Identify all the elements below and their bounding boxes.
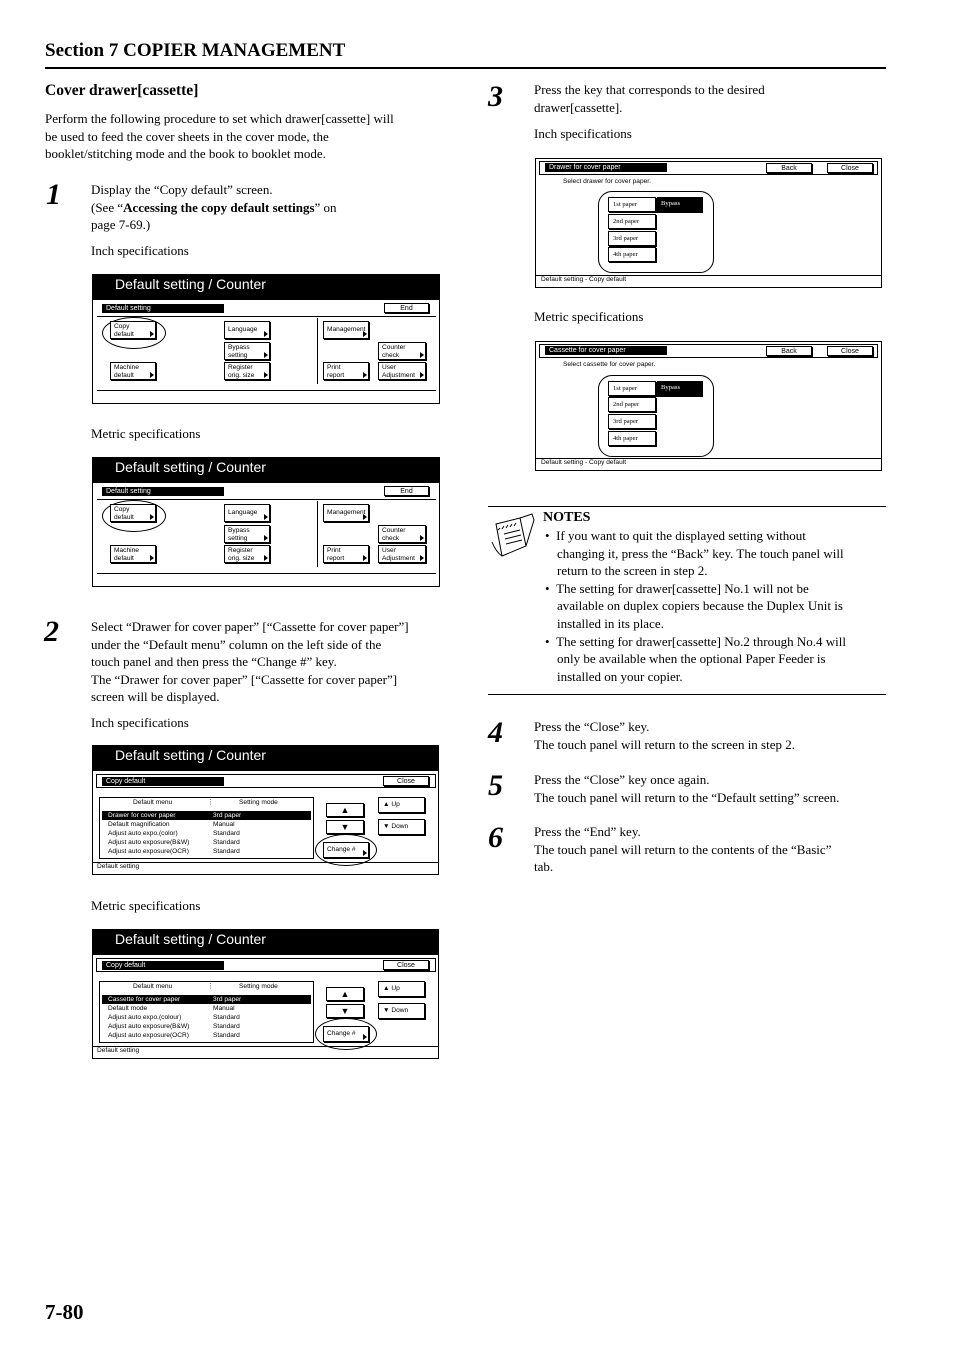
change-number-button[interactable]: Change # bbox=[323, 1026, 369, 1042]
close-button[interactable]: Close bbox=[383, 776, 429, 786]
paper-1st-button[interactable]: 1st paper bbox=[608, 381, 656, 396]
down-button[interactable]: ▼ Down bbox=[378, 1003, 425, 1019]
table-row[interactable]: Drawer for cover paper 3rd paper bbox=[102, 811, 311, 820]
user-adjustment-button[interactable]: User Adjustment bbox=[378, 545, 426, 563]
step-line: The touch panel will return to the contents of the “Basic” bbox=[534, 841, 832, 857]
footer-label: Default setting bbox=[97, 1047, 140, 1054]
header-rule bbox=[45, 67, 886, 69]
paper-4th-button[interactable]: 4th paper bbox=[608, 247, 656, 262]
intro-line: be used to feed the cover sheets in the cover mode, the bbox=[45, 128, 329, 144]
step-3-text bbox=[534, 81, 884, 116]
panel-header: Default setting / Counter bbox=[92, 457, 440, 482]
prompt-text: Select drawer for cover paper. bbox=[563, 178, 651, 185]
footer-label: Default setting bbox=[97, 863, 140, 870]
register-orig-size-button[interactable]: Register orig. size bbox=[224, 545, 270, 563]
paper-3rd-button[interactable]: 3rd paper bbox=[608, 414, 656, 429]
panel-header: Default setting / Counter bbox=[92, 929, 439, 954]
panel-header: Default setting / Counter bbox=[92, 745, 439, 770]
divider bbox=[317, 501, 318, 567]
machine-default-button[interactable]: Machine default bbox=[110, 362, 156, 380]
notes-top-rule bbox=[488, 506, 886, 507]
copy-default-button[interactable]: Copy default bbox=[110, 504, 156, 522]
bypass-button[interactable]: Bypass bbox=[657, 381, 703, 397]
notepad-icon bbox=[490, 512, 536, 562]
step-line: screen will be displayed. bbox=[91, 689, 220, 705]
paper-3rd-button[interactable]: 3rd paper bbox=[608, 231, 656, 246]
divider bbox=[97, 390, 436, 391]
step-line: touch panel and then press the “Change #” key. bbox=[91, 654, 337, 670]
paper-2nd-button[interactable]: 2nd paper bbox=[608, 397, 656, 412]
cassette-for-cover-paper-panel bbox=[535, 341, 882, 471]
note-item: • The setting for drawer[cassette] No.1 will not be available on duplex copiers because the Duplex Unit is installed in its place. bbox=[545, 580, 843, 631]
paper-4th-button[interactable]: 4th paper bbox=[608, 431, 656, 446]
panel-title-bar: Default setting bbox=[102, 304, 224, 313]
table-row[interactable]: Default magnification Manual bbox=[108, 821, 235, 828]
step-line: Display the “Copy default” screen. bbox=[91, 182, 273, 197]
divider bbox=[97, 316, 436, 317]
table-row[interactable]: Adjust auto exposure(OCR) Standard bbox=[108, 1032, 240, 1039]
spec-label: Metric specifications bbox=[534, 309, 644, 324]
table-row[interactable]: Adjust auto exposure(B&W) Standard bbox=[108, 839, 240, 846]
step-number: 3 bbox=[488, 80, 503, 113]
management-button[interactable]: Management bbox=[323, 504, 369, 522]
table-row[interactable]: Cassette for cover paper 3rd paper bbox=[102, 995, 311, 1004]
step-line: Select “Drawer for cover paper” [“Cassette for cover paper”] bbox=[91, 619, 409, 634]
end-button[interactable]: End bbox=[384, 303, 429, 313]
note-item: • If you want to quit the displayed setting without changing it, press the “Back” key. The touch panel will return to the screen in step 2. bbox=[545, 528, 844, 579]
close-button[interactable]: Close bbox=[383, 960, 429, 970]
close-button[interactable]: Close bbox=[827, 346, 873, 356]
language-button[interactable]: Language bbox=[224, 321, 270, 339]
panel-body bbox=[92, 954, 439, 1059]
notes-bottom-rule bbox=[488, 694, 886, 695]
step-line: Press the “Close” key. bbox=[534, 719, 650, 734]
bypass-setting-button[interactable]: Bypass setting bbox=[224, 525, 270, 543]
column-header: Setting mode bbox=[239, 799, 278, 806]
scroll-up-arrow-button[interactable]: ▲ bbox=[326, 987, 364, 1001]
step-number: 2 bbox=[44, 615, 59, 648]
copy-default-panel-inch bbox=[92, 745, 439, 875]
spec-label: Inch specifications bbox=[534, 126, 632, 141]
down-button[interactable]: ▼ Down bbox=[378, 819, 425, 835]
management-button[interactable]: Management bbox=[323, 321, 369, 339]
machine-default-button[interactable]: Machine default bbox=[110, 545, 156, 563]
column-separator: ⋮ bbox=[207, 799, 214, 806]
intro-line: Perform the following procedure to set which drawer[cassette] will bbox=[45, 111, 394, 126]
default-setting-panel-inch bbox=[92, 274, 440, 404]
scroll-up-arrow-button[interactable]: ▲ bbox=[326, 803, 364, 817]
table-row[interactable]: Adjust auto expo.(color) Standard bbox=[108, 830, 240, 837]
panel-title-bar: Copy default bbox=[102, 777, 224, 786]
column-header: Default menu bbox=[133, 983, 173, 990]
divider bbox=[93, 862, 438, 863]
scroll-down-arrow-button[interactable]: ▼ bbox=[326, 820, 364, 834]
divider bbox=[317, 318, 318, 384]
user-adjustment-button[interactable]: User Adjustment bbox=[378, 362, 426, 380]
note-item: • The setting for drawer[cassette] No.2 through No.4 will only be available when the optional Paper Feeder is installed on your copier. bbox=[545, 633, 846, 684]
step-5-text bbox=[534, 771, 894, 806]
column-header: Setting mode bbox=[239, 983, 278, 990]
step-line: page 7-69.) bbox=[91, 217, 151, 233]
scroll-down-arrow-button[interactable]: ▼ bbox=[326, 1004, 364, 1018]
step-line: The touch panel will return to the “Default setting” screen. bbox=[534, 789, 840, 805]
step-4-text bbox=[534, 718, 886, 753]
notes-list bbox=[543, 527, 888, 685]
step-number: 5 bbox=[488, 769, 503, 802]
footer-label: Default setting - Copy default bbox=[541, 459, 627, 466]
step-line: The “Drawer for cover paper” [“Cassette for cover paper”] bbox=[91, 671, 398, 687]
panel-title-bar: Default setting bbox=[102, 487, 224, 496]
footer-label: Default setting - Copy default bbox=[541, 276, 627, 283]
paper-1st-button[interactable]: 1st paper bbox=[608, 197, 656, 212]
page-heading: Cover drawer[cassette] bbox=[45, 82, 199, 99]
step-line: under the “Default menu” column on the left side of the bbox=[91, 636, 382, 652]
end-button[interactable]: End bbox=[384, 486, 429, 496]
copy-default-panel-metric bbox=[92, 929, 439, 1059]
panel-body bbox=[92, 770, 439, 875]
step-line: Press the key that corresponds to the desired bbox=[534, 82, 765, 97]
step-1-text bbox=[91, 181, 451, 234]
prompt-text: Select cassette for cover paper. bbox=[563, 361, 656, 368]
step-line: Press the “Close” key once again. bbox=[534, 772, 710, 787]
drawer-for-cover-paper-panel bbox=[535, 158, 882, 288]
table-row[interactable]: Adjust auto expo.(colour) Standard bbox=[108, 1014, 240, 1021]
step-number: 6 bbox=[488, 821, 503, 854]
intro-paragraph bbox=[45, 110, 455, 163]
spec-label: Inch specifications bbox=[91, 715, 189, 730]
step-line: tab. bbox=[534, 859, 554, 875]
back-button[interactable]: Back bbox=[766, 346, 812, 356]
default-menu-list bbox=[99, 981, 314, 1043]
divider bbox=[97, 499, 436, 500]
print-report-button[interactable]: Print report bbox=[323, 545, 369, 563]
panel-body bbox=[92, 299, 440, 404]
step-2-text bbox=[91, 618, 451, 706]
bypass-setting-button[interactable]: Bypass setting bbox=[224, 342, 270, 360]
panel-title-bar: Drawer for cover paper bbox=[545, 163, 667, 172]
counter-check-button[interactable]: Counter check bbox=[378, 525, 426, 543]
up-button[interactable]: ▲ Up bbox=[378, 797, 425, 813]
table-row[interactable]: Adjust auto exposure(B&W) Standard bbox=[108, 1023, 240, 1030]
default-setting-panel-metric bbox=[92, 457, 440, 587]
page-number: 7-80 bbox=[45, 1300, 84, 1324]
spec-label: Inch specifications bbox=[91, 243, 189, 258]
divider bbox=[93, 1046, 438, 1047]
counter-check-button[interactable]: Counter check bbox=[378, 342, 426, 360]
panel-title-bar: Cassette for cover paper bbox=[545, 346, 667, 355]
table-row[interactable]: Default mode Manual bbox=[108, 1005, 235, 1012]
step-line: (See “Accessing the copy default settings” on bbox=[91, 199, 337, 215]
step-line: drawer[cassette]. bbox=[534, 99, 623, 115]
print-report-button[interactable]: Print report bbox=[323, 362, 369, 380]
step-number: 1 bbox=[46, 178, 61, 211]
bypass-button[interactable]: Bypass bbox=[657, 197, 703, 213]
language-button[interactable]: Language bbox=[224, 504, 270, 522]
panel-body bbox=[92, 482, 440, 587]
column-header: Default menu bbox=[133, 799, 173, 806]
close-button[interactable]: Close bbox=[827, 163, 873, 173]
paper-2nd-button[interactable]: 2nd paper bbox=[608, 214, 656, 229]
default-menu-list bbox=[99, 797, 314, 859]
register-orig-size-button[interactable]: Register orig. size bbox=[224, 362, 270, 380]
panel-header: Default setting / Counter bbox=[92, 274, 440, 299]
table-row[interactable]: Adjust auto exposure(OCR) Standard bbox=[108, 848, 240, 855]
spec-label: Metric specifications bbox=[91, 898, 201, 913]
copy-default-button[interactable]: Copy default bbox=[110, 321, 156, 339]
notes-title: NOTES bbox=[543, 510, 591, 525]
intro-line: booklet/stitching mode and the book to booklet mode. bbox=[45, 146, 326, 162]
step-line: The touch panel will return to the screen in step 2. bbox=[534, 736, 796, 752]
step-6-text bbox=[534, 823, 886, 876]
step-number: 4 bbox=[488, 716, 503, 749]
section-title: Section 7 COPIER MANAGEMENT bbox=[45, 40, 346, 61]
back-button[interactable]: Back bbox=[766, 163, 812, 173]
change-number-button[interactable]: Change # bbox=[323, 842, 369, 858]
divider bbox=[97, 573, 436, 574]
up-button[interactable]: ▲ Up bbox=[378, 981, 425, 997]
panel-title-bar: Copy default bbox=[102, 961, 224, 970]
column-separator: ⋮ bbox=[207, 983, 214, 990]
spec-label: Metric specifications bbox=[91, 426, 201, 441]
step-line: Press the “End” key. bbox=[534, 824, 641, 839]
